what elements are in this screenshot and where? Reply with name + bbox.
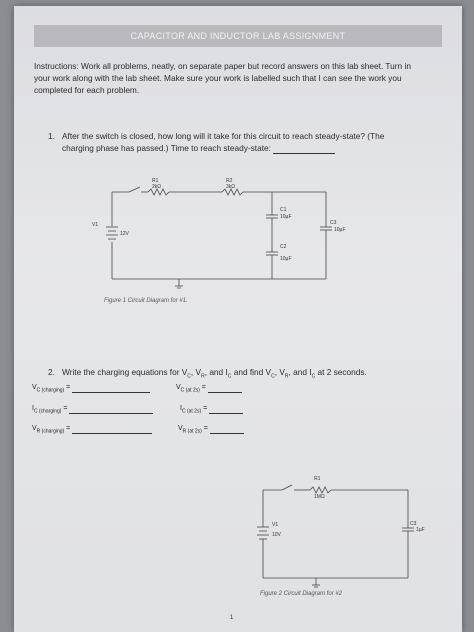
c1-c1-value: 10µF <box>280 214 292 220</box>
c1-r1-value: 2kΩ <box>152 184 162 190</box>
c1-v1-name: V1 <box>92 222 99 228</box>
page-number: 1 <box>230 615 234 621</box>
vc-charging-row: $V_{C (charging)}$ = <box>32 384 150 393</box>
c1-c3-value: 10µF <box>334 227 346 233</box>
c1-c1-name: C1 <box>280 207 287 213</box>
lab-sheet <box>14 6 462 632</box>
c1-r1-name: R1 <box>152 178 159 184</box>
vr-at2-row: $V_{R (at 2s)}$ = <box>178 425 244 434</box>
problem-2-text: Write the charging equations for $V_C$, $V_R$, and $I_C$ and find $V_C$, $V_R$, and $I_C$ at 2 seconds. <box>62 367 367 380</box>
problem-1-line-1: After the switch is closed, how long will it take for this circuit to reach steady-state? (The <box>62 131 385 141</box>
ic-charging-row: $I_{C (charging)}$ = <box>32 405 153 414</box>
c1-v1-value: 12V <box>120 231 129 237</box>
ic-at2-row: $I_{C (at 2s)}$ = <box>180 405 243 414</box>
c2-r1-value: 1MΩ <box>314 494 325 500</box>
circuit-2-diagram <box>14 6 462 632</box>
c2-c3-name: C3 <box>410 521 417 527</box>
problem-1-line-2: charging phase has passed.) Time to reach steady-state: <box>62 142 335 154</box>
c2-r1-name: R1 <box>314 476 321 482</box>
instructions-line-3: completed for each problem. <box>34 85 140 95</box>
c1-r2-name: R2 <box>226 178 233 184</box>
vr-charging-row: $V_{R (charging)}$ = <box>32 425 152 434</box>
instructions-line-2: your work along with the lab sheet. Make sure your work is labelled such that I can see the work you <box>34 73 402 83</box>
assignment-title: CAPACITOR AND INDUCTOR LAB ASSIGNMENT <box>34 25 442 47</box>
c1-c2-name: C2 <box>280 244 287 250</box>
figure-2-caption: Figure 2 Circuit Diagram for #2 <box>260 591 343 597</box>
problem-2-number: 2. <box>48 367 55 377</box>
vc-at2-row: $V_{C (at 2s)}$ = <box>176 384 242 393</box>
problem-1-number: 1. <box>48 131 55 141</box>
c2-v1-value: 10V <box>272 532 281 538</box>
c2-v1-name: V1 <box>272 522 279 528</box>
c1-c3-name: C3 <box>330 220 337 226</box>
c1-c2-value: 10µF <box>280 256 292 262</box>
instructions-line-1: Instructions: Work all problems, neatly, on separate paper but record answers on this lab sheet. Turn in <box>34 61 411 71</box>
c1-r2-value: 3kΩ <box>226 184 236 190</box>
figure-1-caption: Figure 1 Circuit Diagram for #1. <box>104 298 188 304</box>
c2-c3-value: 1µF <box>416 527 425 533</box>
